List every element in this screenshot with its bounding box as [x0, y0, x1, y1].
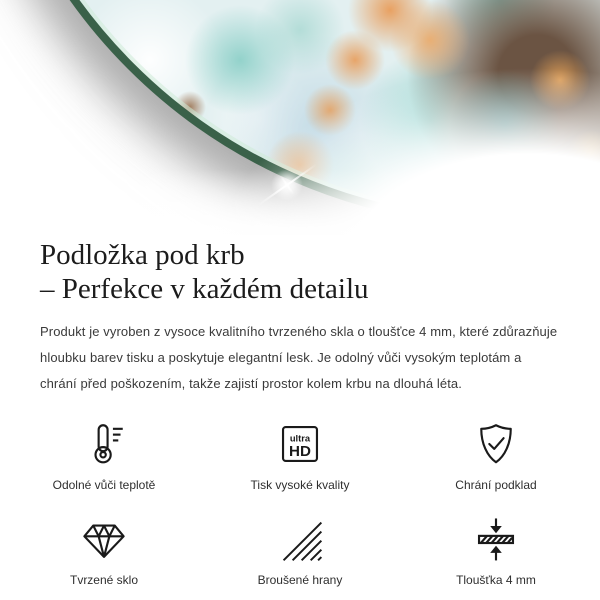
page-title-line1: Podložka pod krb — [40, 239, 245, 271]
feature-protects-floor — [398, 419, 594, 492]
polished-edges-icon — [277, 516, 323, 562]
shield-check-icon — [471, 419, 521, 469]
svg-text:ultra: ultra — [289, 433, 311, 444]
product-hero — [0, 0, 600, 235]
feature-print-quality — [202, 419, 398, 492]
feature-label: Broušené hrany — [257, 573, 343, 587]
thermometer-icon — [79, 419, 129, 469]
feature-polished-edges — [202, 514, 398, 587]
product-info-section — [0, 235, 600, 587]
feature-label: Tloušťka 4 mm — [456, 573, 536, 587]
feature-label: Chrání podklad — [455, 478, 537, 492]
feature-heat-resistant — [6, 419, 202, 492]
feature-grid — [6, 419, 594, 587]
page-title-line2: – Perfekce v každém detailu — [40, 273, 369, 305]
diamond-icon — [79, 514, 129, 564]
feature-label: Tisk vysoké kvality — [250, 478, 350, 492]
ultra-hd-icon — [275, 419, 325, 469]
feature-label: Odolné vůči teplotě — [52, 478, 156, 492]
feature-thickness — [398, 514, 594, 587]
page-title — [40, 238, 560, 306]
svg-text:HD: HD — [289, 443, 311, 461]
feature-label: Tvrzené sklo — [69, 573, 139, 587]
feature-tempered-glass — [6, 514, 202, 587]
thickness-icon — [471, 514, 521, 564]
product-description: Produkt je vyroben z vysoce kvalitního tvrzeného skla o tloušťce 4 mm, které zdůrazňuje hloubku barev tisku a poskytuje elegantní lesk. Je odolný vůči vysokým teplotám a chrání před poškozením, takže zajistí prostor kolem krbu na dlouhá léta. — [40, 324, 558, 391]
